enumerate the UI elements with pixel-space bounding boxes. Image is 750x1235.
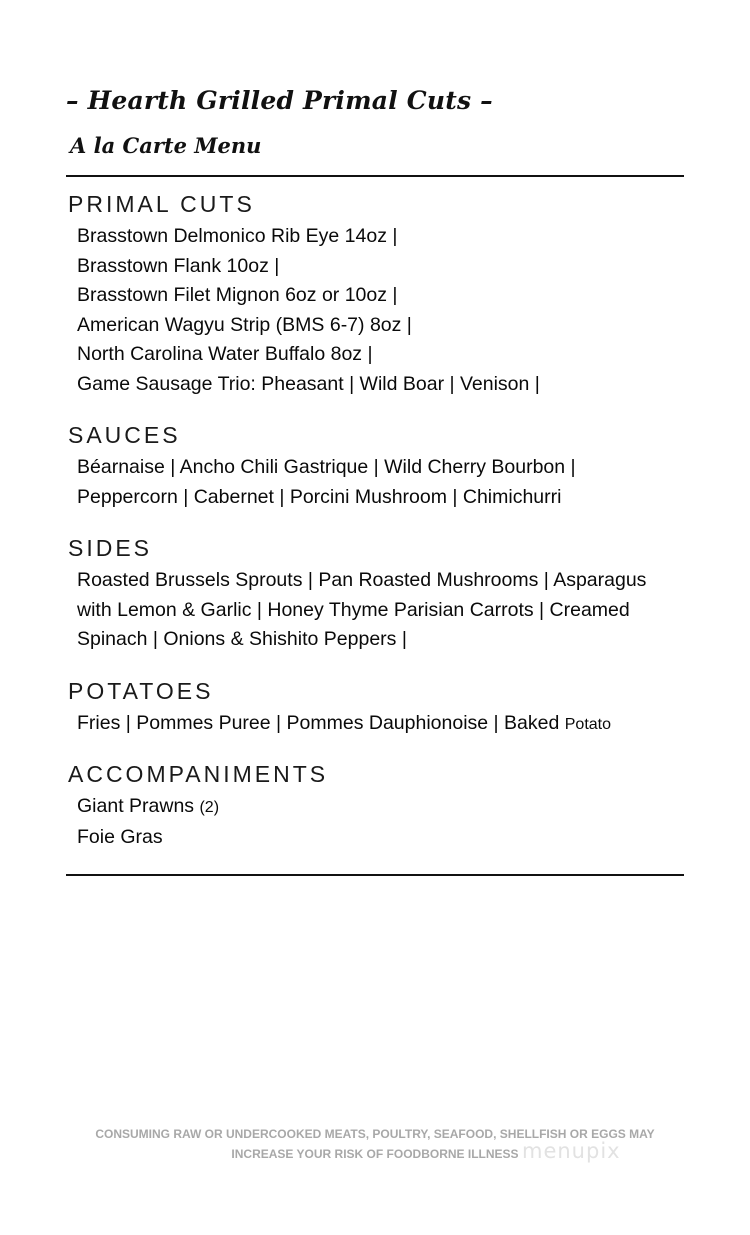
section-heading-potatoes: POTATOES: [68, 678, 214, 704]
section-heading-sauces: SAUCES: [68, 422, 181, 448]
menu-line: Peppercorn | Cabernet | Porcini Mushroom | Chimichurri: [77, 485, 562, 508]
menu-line: Spinach | Onions & Shishito Peppers |: [77, 628, 407, 650]
menu-subtitle: A la Carte Menu: [70, 133, 262, 158]
prawns-quantity: (2): [199, 799, 220, 816]
disclaimer-line-1: CONSUMING RAW OR UNDERCOOKED MEATS, POULTRY, SEAFOOD, SHELLFISH OR EGGS MAY: [95, 1127, 655, 1141]
potatoes-list: [77, 709, 611, 740]
section-heading-accompaniments: ACCOMPANIMENTS: [68, 761, 329, 787]
section-sides: [68, 534, 646, 655]
watermark-logo: menupix: [522, 1139, 621, 1163]
section-accompaniments: [68, 760, 328, 852]
menu-item: American Wagyu Strip (BMS 6-7) 8oz |: [77, 313, 412, 336]
section-potatoes: [68, 677, 611, 740]
disclaimer-line-2: INCREASE YOUR RISK OF FOODBORNE ILLNESS: [231, 1147, 519, 1161]
top-divider: [66, 175, 684, 177]
menu-item: Brasstown Flank 10oz |: [77, 254, 280, 277]
section-heading-sides: SIDES: [68, 535, 153, 561]
menu-item: North Carolina Water Buffalo 8oz |: [77, 343, 373, 365]
menu-item: Game Sausage Trio: Pheasant | Wild Boar | Venison |: [77, 372, 540, 395]
section-sauces: [68, 421, 576, 512]
menu-item: Brasstown Delmonico Rib Eye 14oz |: [77, 225, 398, 247]
accompaniments-list: [77, 792, 328, 852]
bottom-divider: [66, 874, 684, 876]
prawns-label: Giant Prawns: [77, 795, 200, 817]
primal-cuts-list: [77, 222, 540, 399]
sides-list: [77, 566, 646, 655]
section-primal-cuts: [68, 190, 540, 399]
menu-line: Béarnaise | Ancho Chili Gastrique | Wild Cherry Bourbon |: [77, 456, 576, 478]
food-safety-disclaimer: [0, 1124, 750, 1164]
sauces-list: [77, 453, 576, 512]
potatoes-main-text: Fries | Pommes Puree | Pommes Dauphionoise | Baked: [77, 712, 565, 734]
potatoes-small-text: Potato: [564, 716, 612, 733]
menu-line: with Lemon & Garlic | Honey Thyme Parisian Carrots | Creamed: [77, 598, 630, 621]
menu-item: [77, 792, 328, 823]
menu-line: Roasted Brussels Sprouts | Pan Roasted Mushrooms | Asparagus: [77, 569, 647, 591]
section-heading-primal-cuts: PRIMAL CUTS: [68, 191, 255, 217]
menu-title: – Hearth Grilled Primal Cuts –: [66, 86, 493, 115]
menu-item: Foie Gras: [77, 825, 163, 848]
menu-item: Brasstown Filet Mignon 6oz or 10oz |: [77, 284, 398, 306]
menu-line: [77, 709, 611, 740]
